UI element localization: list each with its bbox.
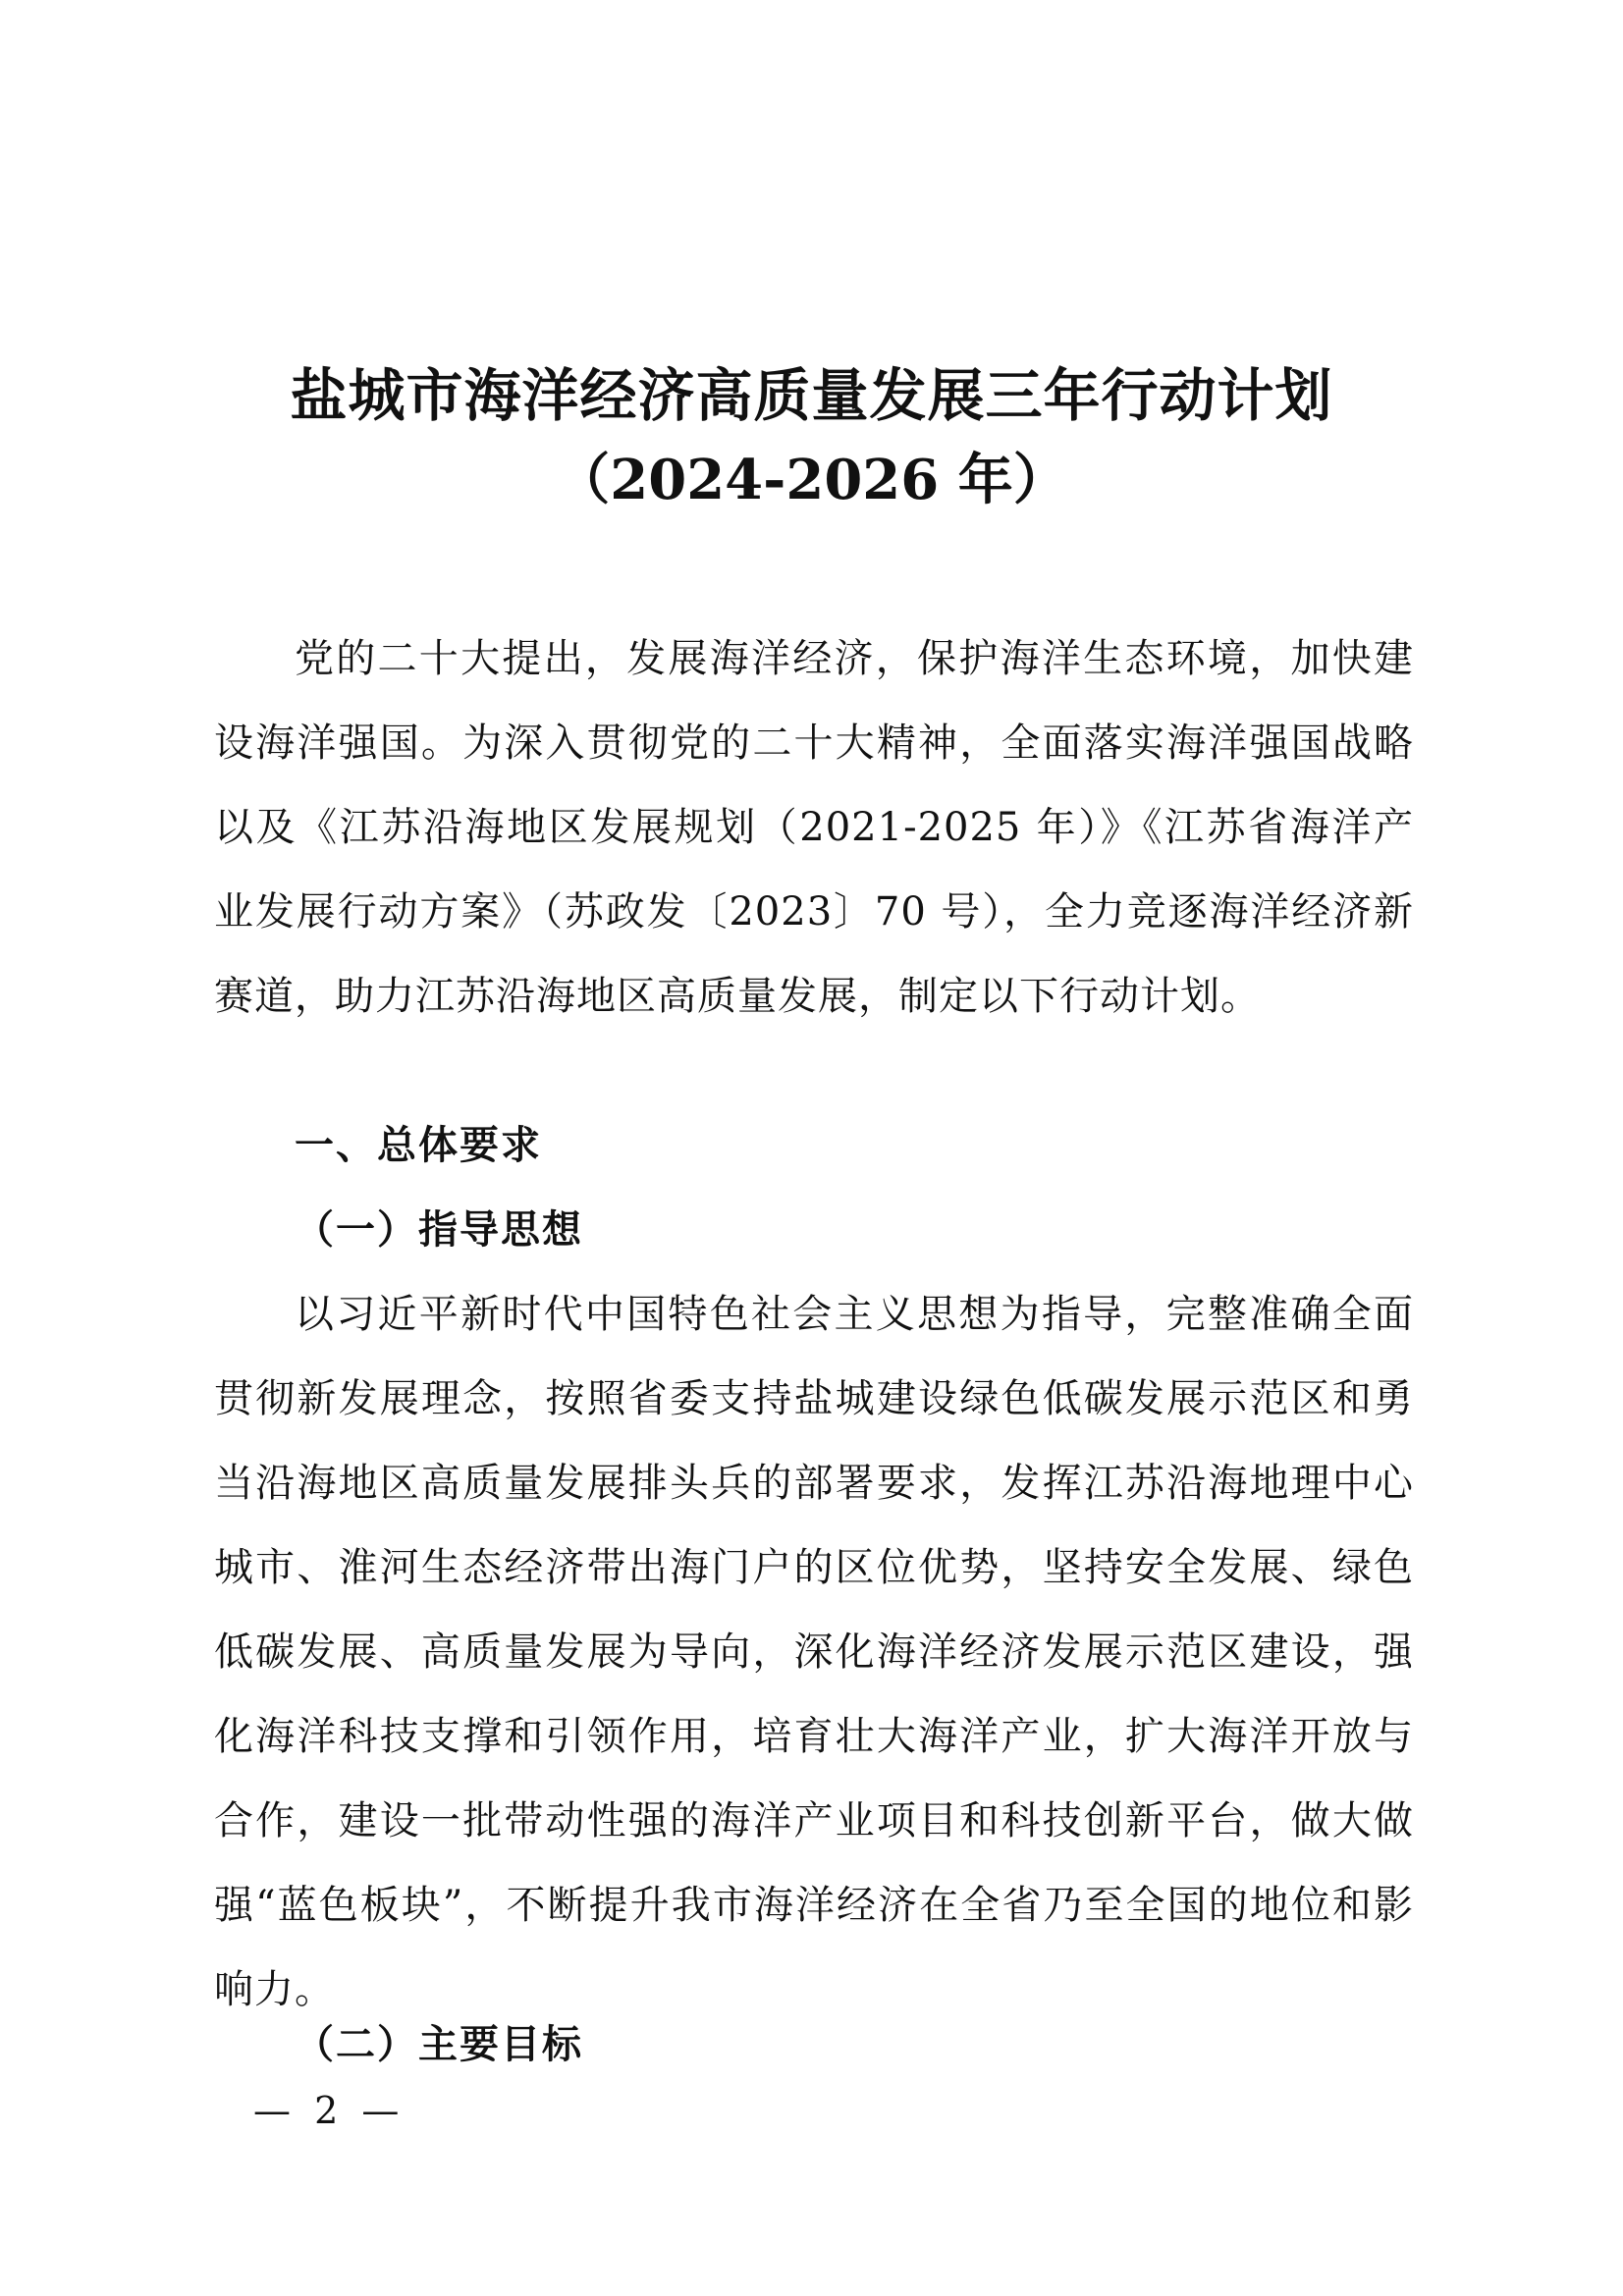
subsection-heading-main-goals: （二）主要目标: [295, 2021, 583, 2067]
title-block: [0, 353, 1623, 522]
subsection-heading-guiding-ideology: （一）指导思想: [295, 1206, 583, 1253]
section-heading: 一、总体要求: [295, 1123, 542, 1168]
guiding-ideology-paragraph: 以习近平新时代中国特色社会主义思想为指导，完整准确全面贯彻新发展理念，按照省委支持盐城建设绿色低碳发展示范区和勇当沿海地区高质量发展排头兵的部署要求，发挥江苏沿海地理中心城市、淮河生态经济带出海门户的区位优势，坚持安全发展、绿色低碳发展、高质量发展为导向，深化海洋经济发展示范区建设，强化海洋科技支撑和引领作用，培育壮大海洋产业，扩大海洋开放与合作，建设一批带动性强的海洋产业项目和科技创新平台，做大做强“蓝色板块”，不断提升我市海洋经济在全省乃至全国的地位和影响力。: [214, 1292, 1414, 2012]
page-number: — 2 —: [253, 2089, 406, 2132]
document-subtitle: （2024-2026 年）: [555, 448, 1068, 512]
intro-paragraph: 党的二十大提出，发展海洋经济，保护海洋生态环境，加快建设海洋强国。为深入贯彻党的二十大精神，全面落实海洋强国战略以及《江苏沿海地区发展规划（2021-2025 年）》《江苏省海洋产业发展行动方案》（苏政发〔2023〕70 号），全力竞逐海洋经济新赛道，助力江苏沿海地区高质量发展，制定以下行动计划。: [214, 636, 1414, 1019]
document-title: 盐城市海洋经济高质量发展三年行动计划: [290, 362, 1333, 429]
